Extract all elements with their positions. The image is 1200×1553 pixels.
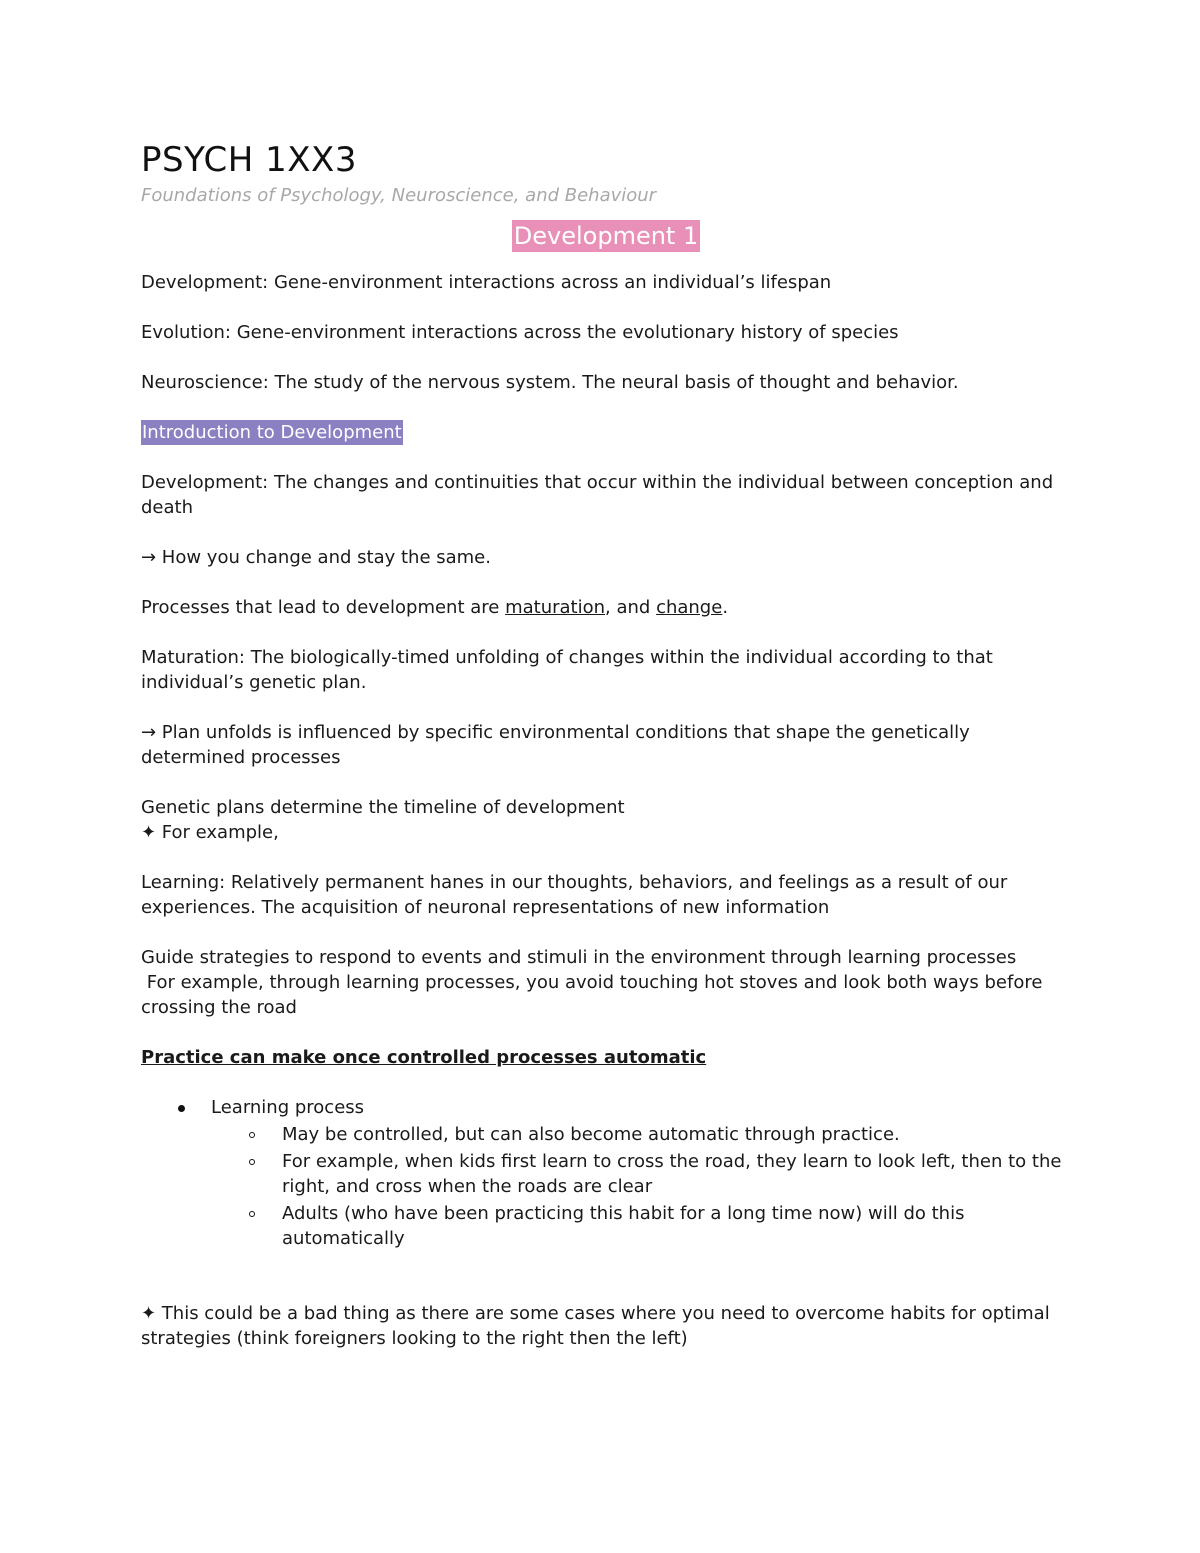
section-heading: Development 1 <box>513 222 699 250</box>
sub-list <box>211 1122 1071 1251</box>
learning-process-list <box>141 1095 1071 1251</box>
term-change: change <box>656 597 723 618</box>
sub-list-item-text: For example, when kids first learn to cross the road, they learn to look left, then to the right, and cross when the roads are clear <box>282 1151 1062 1197</box>
example-star-line: ✦ For example, <box>141 822 279 843</box>
document-page <box>141 138 1071 1351</box>
closing-note: ✦ This could be a bad thing as there are some cases where you need to overcome habits for optimal strategies (think foreigners looking to the right then the left) <box>141 1303 1050 1349</box>
genetic-plans-line: Genetic plans determine the timeline of development <box>141 797 625 818</box>
intro-definition: Development: The changes and continuities that occur within the individual between conception and death <box>141 472 1054 518</box>
bullet-circle-icon <box>249 1211 255 1217</box>
sub-list-item <box>211 1149 1071 1199</box>
section-heading-row <box>141 220 1071 256</box>
plan-note: → Plan unfolds is influenced by specific environmental conditions that shape the genetically determined processes <box>141 722 970 768</box>
definition-neuroscience: Neuroscience: The study of the nervous system. The neural basis of thought and behavior. <box>141 372 959 393</box>
definition-evolution: Evolution: Gene-environment interactions across the evolutionary history of species <box>141 322 899 343</box>
guide-strategies: Guide strategies to respond to events and stimuli in the environment through learning processes <box>141 947 1017 968</box>
list-item-label: Learning process <box>211 1097 365 1118</box>
sub-list-item <box>211 1122 1071 1147</box>
sub-list-item-text: May be controlled, but can also become automatic through practice. <box>282 1124 900 1145</box>
sub-list-item-text: Adults (who have been practicing this habit for a long time now) will do this automatically <box>282 1203 965 1249</box>
learning-definition: Learning: Relatively permanent hanes in our thoughts, behaviors, and feelings as a result of our experiences. The acquisition of neuronal representations of new information <box>141 872 1008 918</box>
definition-development: Development: Gene-environment interactions across an individual’s lifespan <box>141 272 832 293</box>
guide-example: For example, through learning processes, you avoid touching hot stoves and look both ways before crossing the road <box>141 972 1049 1018</box>
intro-arrow-note: → How you change and stay the same. <box>141 547 491 568</box>
processes-prefix: Processes that lead to development are <box>141 597 506 618</box>
course-subtitle: Foundations of Psychology, Neuroscience, and Behaviour <box>141 185 657 206</box>
processes-line <box>141 595 1071 620</box>
intro-heading-row <box>141 420 1071 445</box>
sub-list-item <box>211 1201 1071 1251</box>
term-maturation: maturation <box>505 597 606 618</box>
intro-heading: Introduction to Development <box>142 422 402 443</box>
list-item <box>141 1095 1071 1251</box>
processes-mid: , and <box>605 597 657 618</box>
course-title: PSYCH 1XX3 <box>141 140 357 180</box>
processes-suffix: . <box>722 597 729 618</box>
maturation-definition: Maturation: The biologically-timed unfolding of changes within the individual according to that individual’s genetic plan. <box>141 647 993 693</box>
practice-heading: Practice can make once controlled processes automatic <box>141 1047 707 1068</box>
practice-heading-row <box>141 1045 1071 1070</box>
bullet-circle-icon <box>249 1159 255 1165</box>
bullet-circle-icon <box>249 1132 255 1138</box>
bullet-dot-icon <box>178 1105 185 1112</box>
